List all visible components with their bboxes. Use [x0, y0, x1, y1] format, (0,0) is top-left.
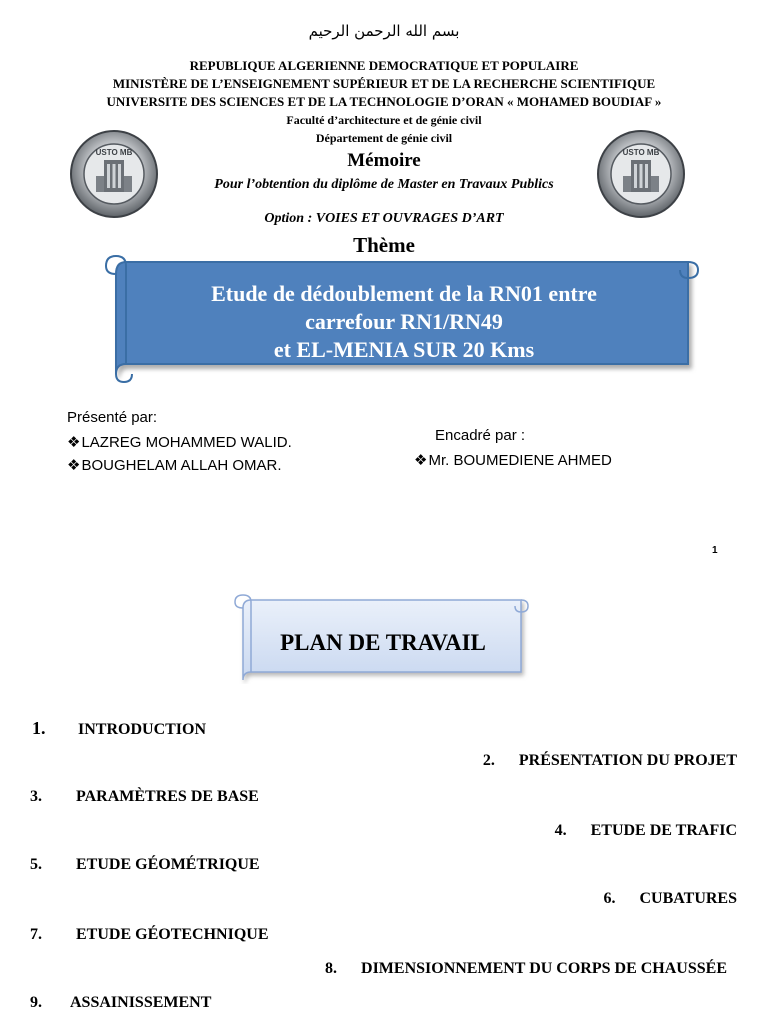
toc-item-3 — [30, 788, 259, 806]
plan-title: PLAN DE TRAVAIL — [280, 630, 486, 655]
seal-label-left: USTO MB — [95, 148, 133, 157]
toc-item-8 — [325, 960, 727, 978]
toc-label: DIMENSIONNEMENT DU CORPS DE CHAUSSÉE — [361, 960, 727, 977]
memoire-title: Mémoire — [347, 150, 421, 171]
toc-item-9 — [30, 994, 211, 1012]
student-1-name: LAZREG MOHAMMED WALID. — [81, 434, 292, 451]
toc-item-6 — [604, 890, 738, 908]
ministry-line: MINISTÈRE DE L’ENSEIGNEMENT SUPÉRIEUR ET DE LA RECHERCHE SCIENTIFIQUE — [112, 76, 656, 91]
bismillah: بسم الله الرحمن الرحيم — [308, 22, 460, 40]
toc-label: PRÉSENTATION DU PROJET — [518, 752, 737, 769]
toc-item-1 — [32, 718, 206, 739]
toc-label: ETUDE GÉOMÉTRIQUE — [76, 856, 260, 873]
banner-line-3: et EL-MENIA SUR 20 Kms — [273, 337, 535, 362]
toc-number: 5. — [30, 856, 42, 873]
toc-item-4 — [555, 822, 737, 840]
toc-label: CUBATURES — [639, 890, 737, 907]
toc-item-2 — [483, 752, 737, 770]
faculty-line: Faculté d’architecture et de génie civil — [286, 113, 482, 127]
toc-label: PARAMÈTRES DE BASE — [76, 788, 259, 805]
banner-line-1: Etude de dédoublement de la RN01 entre — [211, 281, 597, 306]
seal-label-right: USTO MB — [622, 148, 660, 157]
diamond-bullet-icon: ❖ — [67, 434, 81, 451]
toc-number: 2. — [482, 752, 495, 769]
toc-item-7 — [30, 926, 268, 944]
toc-number: 8. — [325, 960, 338, 977]
toc-label: ETUDE GÉOTECHNIQUE — [76, 926, 269, 943]
diploma-line: Pour l’obtention du diplôme de Master en Travaux Publics — [214, 177, 554, 192]
toc-label: ETUDE DE TRAFIC — [590, 822, 737, 839]
toc-number: 9. — [30, 994, 42, 1011]
republic-line: REPUBLIQUE ALGERIENNE DEMOCRATIQUE ET POPULAIRE — [189, 58, 579, 73]
student-2 — [67, 456, 282, 474]
supervisor-name: Mr. BOUMEDIENE AHMED — [428, 452, 612, 469]
diamond-bullet-icon: ❖ — [414, 452, 428, 469]
supervisor — [414, 451, 612, 469]
supervised-by-label: Encadré par : — [435, 427, 526, 444]
banner-line-2: carrefour RN1/RN49 — [305, 309, 503, 334]
toc-item-5 — [30, 856, 260, 874]
option-line: Option : VOIES ET OUVRAGES D’ART — [264, 211, 504, 226]
department-line: Département de génie civil — [315, 131, 453, 145]
toc-label: INTRODUCTION — [78, 721, 207, 738]
toc-number: 3. — [30, 788, 42, 805]
student-1 — [67, 433, 292, 451]
theme-heading: Thème — [353, 233, 415, 257]
university-seal-right — [597, 130, 685, 218]
toc-number: 6. — [603, 890, 616, 907]
toc-label: ASSAINISSEMENT — [70, 994, 212, 1011]
toc-number: 4. — [554, 822, 567, 839]
university-seal-left — [70, 130, 158, 218]
toc-number: 7. — [30, 926, 42, 943]
student-2-name: BOUGHELAM ALLAH OMAR. — [81, 457, 282, 474]
presented-by-label: Présenté par: — [67, 409, 158, 426]
university-line: UNIVERSITE DES SCIENCES ET DE LA TECHNOLOGIE D’ORAN « MOHAMED BOUDIAF » — [106, 94, 662, 109]
theme-banner-text — [120, 280, 688, 364]
page-number: 1 — [712, 545, 718, 556]
toc-number: 1. — [32, 718, 46, 738]
diamond-bullet-icon: ❖ — [67, 457, 81, 474]
